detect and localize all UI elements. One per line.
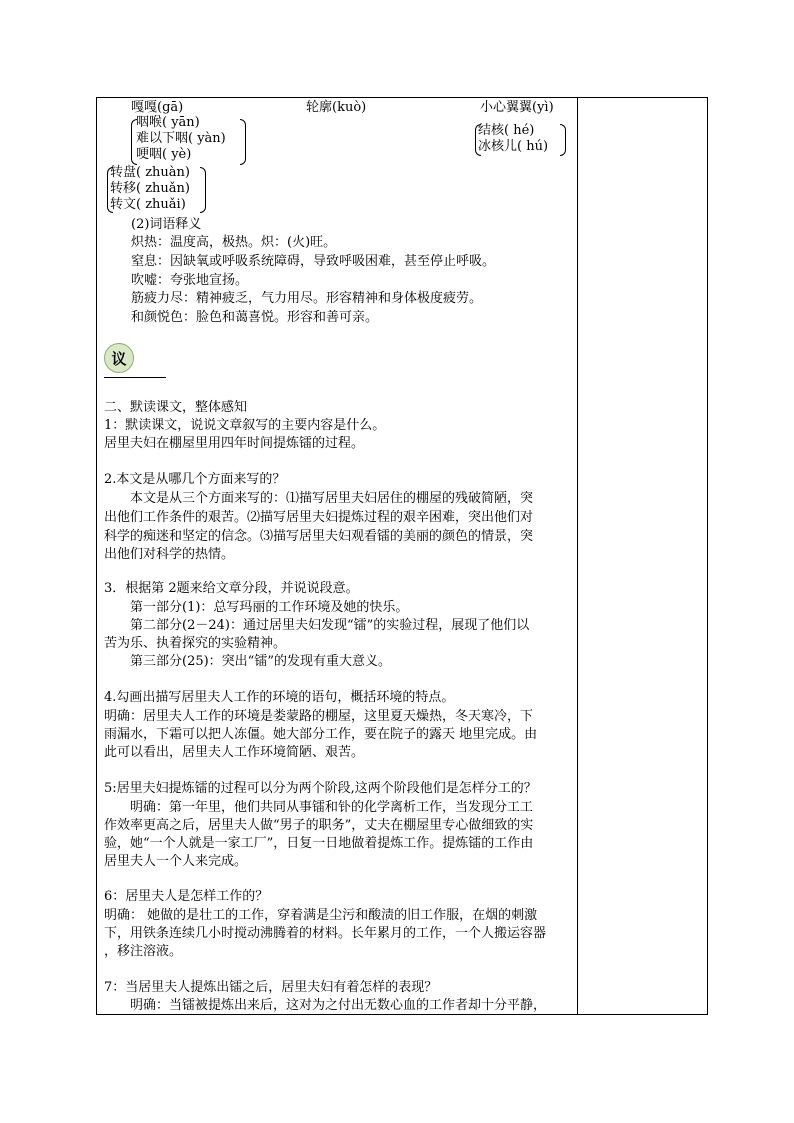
vocab-binghuer: 冰核儿( hú) — [478, 139, 549, 154]
vocab-zhuanyi: 转移( zhuǎn) — [110, 181, 190, 196]
vocab-yanhou: 咽喉( yān) — [136, 115, 200, 130]
vocab-lunkuo: 轮廓(kuò) — [306, 100, 367, 115]
bracket-zhuan-right — [200, 167, 206, 213]
answer-line: 作效率更高之后，居里夫人做“男子的职务”，丈夫在棚屋里专心做细致的实 — [104, 818, 534, 833]
question-6: 6：居里夫人是怎样工作的？ — [104, 889, 269, 904]
answer-line: 居里夫人一个人来完成。 — [104, 854, 248, 869]
definition-item: 吹嘘：夸张地宣扬。 — [131, 273, 249, 288]
vocab-xiaoxinyiyi: 小心翼翼(yì) — [480, 100, 554, 115]
answer-line: 本文是从三个方面来写的：⑴描写居里夫妇居住的棚屋的残破简陋，突 — [104, 491, 534, 506]
answer-line: 明确：居里夫人工作的环境是娄蒙路的棚屋，这里夏天燥热，冬天寒冷，下 — [104, 709, 534, 724]
answer-line: 出他们对科学的热情。 — [104, 547, 235, 562]
vocab-jiehe: 结核( hé) — [478, 123, 535, 138]
question-7: 7：当居里夫人提炼出镭之后，居里夫妇有着怎样的表现？ — [104, 980, 438, 995]
vocab-zhuanpan: 转盘( zhuàn) — [110, 165, 190, 180]
bracket-he-right — [560, 124, 566, 156]
answer-line: 第三部分(25)：突出“镭”的发现有重大意义。 — [104, 654, 391, 669]
definition-item: 窒息：因缺氧或呼吸系统障碍，导致呼吸困难，甚至停止呼吸。 — [131, 254, 496, 269]
answer-line: 居里夫妇在棚屋里用四年时间提炼镭的过程。 — [104, 436, 365, 451]
answer-line: 苦为乐、执着探究的实验精神。 — [104, 636, 287, 651]
bracket-yan-right — [240, 119, 246, 165]
discussion-badge: 议 — [104, 343, 134, 373]
definition-item: 筋疲力尽：精神疲乏，气力用尽。形容精神和身体极度疲劳。 — [131, 291, 483, 306]
answer-line: 第二部分(2－24)：通过居里夫妇发现“镭”的实验过程，展现了他们以 — [104, 618, 530, 633]
question-3: 3．根据第 2题来给文章分段，并说说段意。 — [104, 581, 359, 596]
answer-line: 明确： 她做的是壮工的工作，穿着满是尘污和酸渍的旧工作服，在烟的刺激 — [104, 908, 538, 923]
question-4: 4.勾画出描写居里夫人工作的环境的语句，概括环境的特点。 — [104, 690, 455, 705]
question-2: 2.本文是从哪几个方面来写的？ — [104, 472, 286, 487]
question-5: 5:居里夫妇提炼镭的过程可以分为两个阶段,这两个阶段他们是怎样分工的？ — [104, 781, 537, 796]
answer-line: ，移注溶液。 — [104, 944, 183, 959]
answer-line: 出他们工作条件的艰苦。⑵描写居里夫妇提炼过程的艰辛困难，突出他们对 — [104, 510, 534, 525]
badge-underline — [104, 377, 166, 378]
vocab-zhuanwen: 转文( zhuǎi) — [110, 197, 186, 212]
vocab-gengye: 哽咽( yè) — [136, 147, 192, 162]
answer-line: 明确：第一年里，他们共同从事镭和钋的化学离析工作，当发现分工工 — [104, 800, 534, 815]
answer-line: 验，她“一个人就是一家工厂”，日复一日地做着提炼工作。提炼镭的工作由 — [104, 836, 534, 851]
definition-item: 和颜悦色：脸色和蔼喜悦。形容和善可亲。 — [131, 310, 379, 325]
answer-line: 下，用铁条连续几小时搅动沸腾着的材料。长年累月的工作，一个人搬运容器 — [104, 926, 547, 941]
definition-item: 炽热：温度高，极热。炽：(火)旺。 — [131, 235, 337, 250]
answer-line: 第一部分(1)：总写玛丽的工作环境及她的快乐。 — [104, 600, 409, 615]
vocab-gaga: 嘎嘎(gā) — [131, 100, 184, 115]
vocab-nanyixiayan: 难以下咽( yàn) — [136, 131, 226, 146]
answer-line: 科学的痴迷和坚定的信念。⑶描写居里夫妇观看镭的美丽的颜色的情景，突 — [104, 529, 534, 544]
definitions-heading: (2)词语释义 — [131, 217, 202, 232]
answer-line: 此可以看出，居里夫人工作环境简陋、艰苦。 — [104, 745, 365, 760]
answer-line: 雨漏水，下霜可以把人冻僵。她大部分工作，要在院子的露天 地里完成。由 — [104, 727, 538, 742]
section-heading: 二、默读课文，整体感知 — [104, 400, 248, 415]
column-divider — [577, 97, 578, 1015]
answer-line: 明确：当镭被提炼出来后，这对为之付出无数心血的工作者却十分平静， — [104, 998, 547, 1013]
question-1: 1：默读课文，说说文章叙写的主要内容是什么。 — [104, 418, 386, 433]
